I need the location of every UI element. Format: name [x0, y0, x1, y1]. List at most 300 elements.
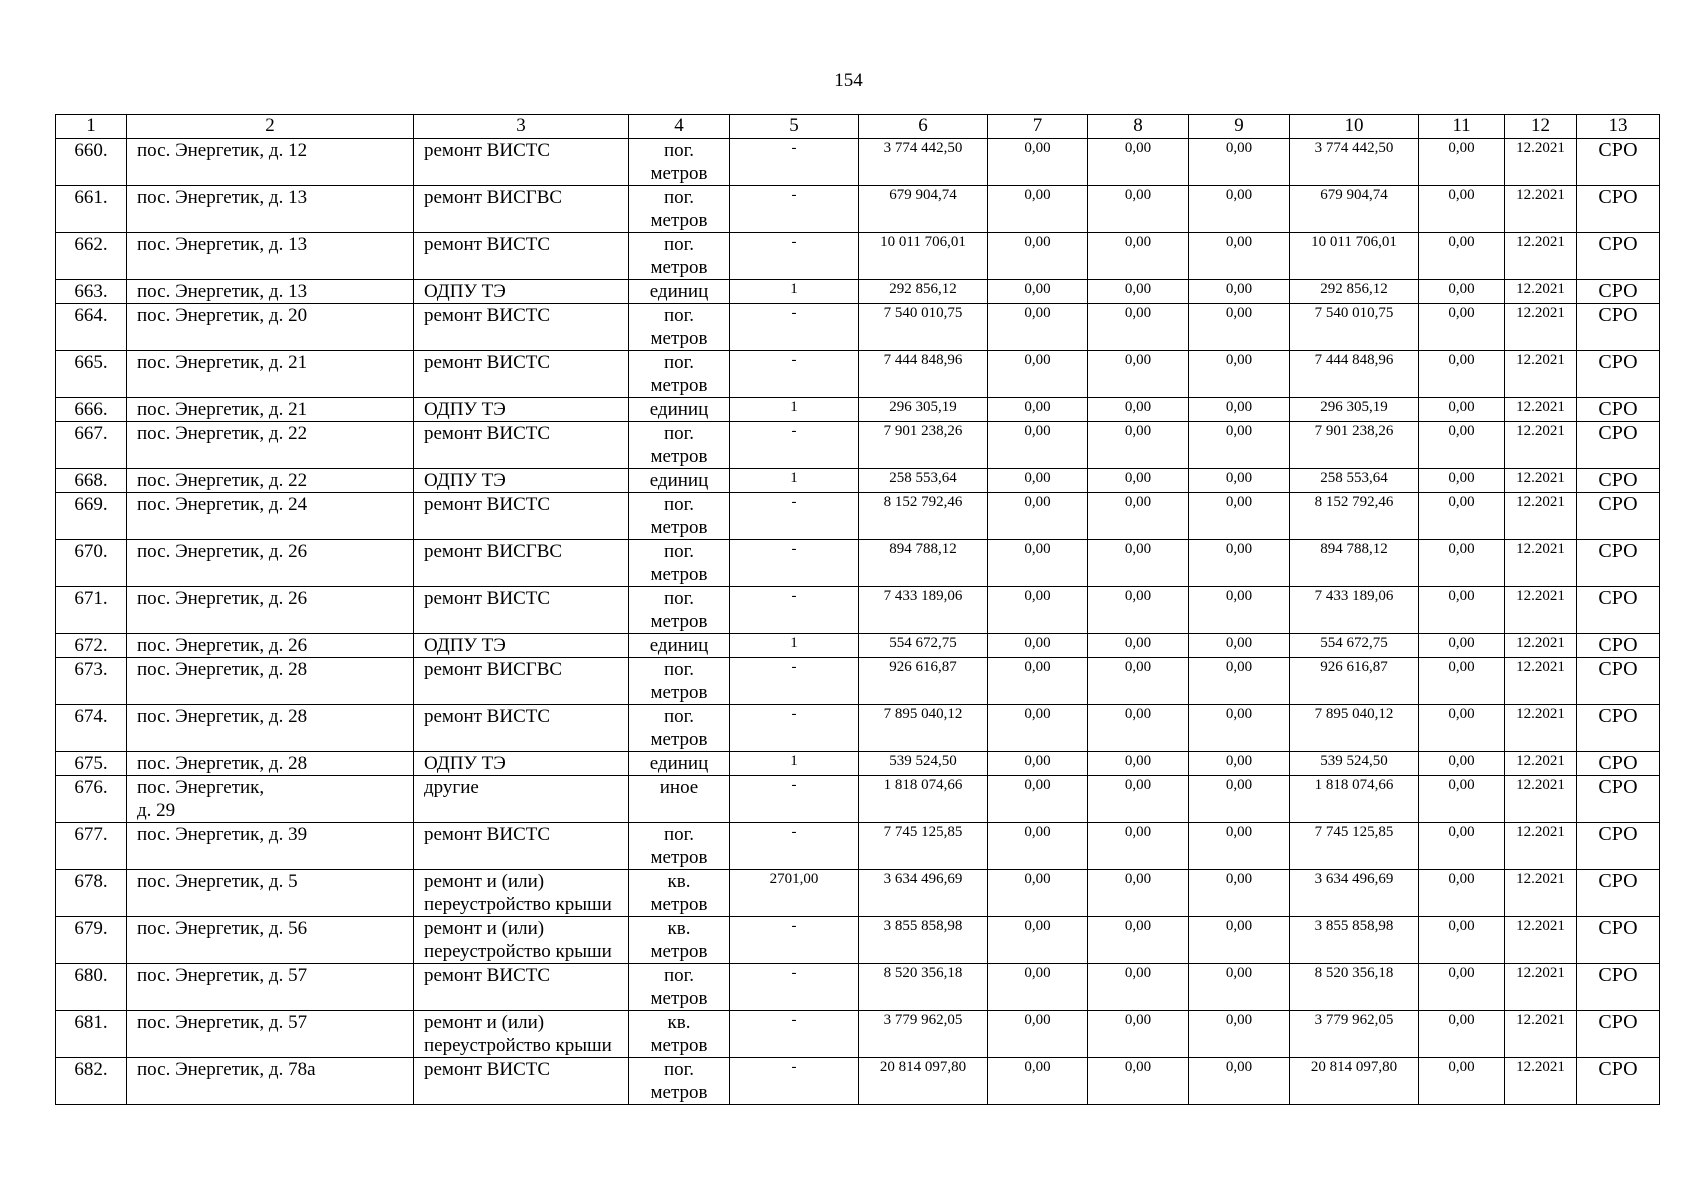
unit-line: пог.: [663, 234, 695, 255]
total-cost-cell: 3 774 442,50: [859, 139, 988, 186]
unit-cell: [629, 351, 730, 398]
total-cost-cell: 20 814 097,80: [859, 1058, 988, 1105]
quantity-cell: -: [730, 540, 859, 587]
value-cell: 0,00: [1419, 1058, 1505, 1105]
work-type-line: ремонт ВИСГВС: [424, 187, 563, 208]
total-cost-cell: 7 745 125,85: [859, 823, 988, 870]
unit-line: метров: [650, 446, 708, 467]
unit-cell: [629, 752, 730, 776]
work-type-cell: [414, 917, 629, 964]
address-line: пос. Энергетик, д. 78а: [137, 1059, 316, 1080]
work-type-line: переустройство крыши: [424, 894, 612, 915]
unit-cell: [629, 964, 730, 1011]
method-cell: СРО: [1577, 398, 1660, 422]
work-type-cell: [414, 1058, 629, 1105]
value-cell: 0,00: [988, 398, 1088, 422]
total-cost-cell: 7 901 238,26: [859, 422, 988, 469]
address-cell: [127, 280, 414, 304]
work-type-line: ремонт и (или): [424, 1012, 545, 1033]
date-cell: 12.2021: [1505, 422, 1577, 469]
unit-line: метров: [650, 988, 708, 1009]
address-cell: [127, 964, 414, 1011]
fund-cost-cell: 8 152 792,46: [1290, 493, 1419, 540]
work-type-cell: [414, 186, 629, 233]
value-cell: 0,00: [988, 139, 1088, 186]
row-number: 682.: [56, 1058, 127, 1105]
value-cell: 0,00: [1419, 469, 1505, 493]
value-cell: 0,00: [988, 233, 1088, 280]
method-cell: СРО: [1577, 540, 1660, 587]
table-row: [56, 658, 1660, 705]
address-line: пос. Энергетик, д. 56: [137, 918, 308, 939]
address-cell: [127, 752, 414, 776]
unit-line: метров: [650, 257, 708, 278]
unit-line: пог.: [663, 494, 695, 515]
unit-line: кв.: [667, 1012, 691, 1033]
quantity-cell: -: [730, 139, 859, 186]
unit-line: пог.: [663, 187, 695, 208]
unit-cell: [629, 776, 730, 823]
unit-line: метров: [650, 1035, 708, 1056]
unit-cell: [629, 280, 730, 304]
date-cell: 12.2021: [1505, 351, 1577, 398]
unit-line: метров: [650, 729, 708, 750]
column-header: 7: [988, 115, 1088, 139]
total-cost-cell: 1 818 074,66: [859, 776, 988, 823]
value-cell: 0,00: [1419, 634, 1505, 658]
value-cell: 0,00: [1189, 658, 1290, 705]
method-cell: СРО: [1577, 1058, 1660, 1105]
fund-cost-cell: 679 904,74: [1290, 186, 1419, 233]
value-cell: 0,00: [988, 186, 1088, 233]
work-type-line: ремонт ВИСГВС: [424, 659, 563, 680]
total-cost-cell: 296 305,19: [859, 398, 988, 422]
value-cell: 0,00: [1419, 540, 1505, 587]
table-row: [56, 634, 1660, 658]
work-type-cell: [414, 634, 629, 658]
quantity-cell: -: [730, 658, 859, 705]
value-cell: 0,00: [1419, 587, 1505, 634]
total-cost-cell: 7 444 848,96: [859, 351, 988, 398]
unit-line: метров: [650, 682, 708, 703]
value-cell: 0,00: [1419, 658, 1505, 705]
value-cell: 0,00: [1419, 705, 1505, 752]
unit-cell: [629, 1058, 730, 1105]
work-type-cell: [414, 752, 629, 776]
address-line: пос. Энергетик, д. 22: [137, 470, 308, 491]
total-cost-cell: 926 616,87: [859, 658, 988, 705]
work-type-line: ремонт ВИСТС: [424, 305, 551, 326]
value-cell: 0,00: [1189, 139, 1290, 186]
value-cell: 0,00: [1189, 540, 1290, 587]
fund-cost-cell: 539 524,50: [1290, 752, 1419, 776]
fund-cost-cell: 7 444 848,96: [1290, 351, 1419, 398]
method-cell: СРО: [1577, 233, 1660, 280]
table-row: [56, 917, 1660, 964]
value-cell: 0,00: [1189, 1011, 1290, 1058]
address-cell: [127, 1058, 414, 1105]
address-line: пос. Энергетик, д. 13: [137, 187, 308, 208]
fund-cost-cell: 20 814 097,80: [1290, 1058, 1419, 1105]
value-cell: 0,00: [1088, 705, 1189, 752]
unit-cell: [629, 304, 730, 351]
work-type-cell: [414, 776, 629, 823]
total-cost-cell: 3 855 858,98: [859, 917, 988, 964]
table-row: [56, 705, 1660, 752]
table-row: [56, 752, 1660, 776]
value-cell: 0,00: [1088, 469, 1189, 493]
row-number: 681.: [56, 1011, 127, 1058]
date-cell: 12.2021: [1505, 1058, 1577, 1105]
value-cell: 0,00: [1088, 493, 1189, 540]
address-cell: [127, 398, 414, 422]
register-table: [55, 114, 1660, 1105]
value-cell: 0,00: [1189, 870, 1290, 917]
row-number: 673.: [56, 658, 127, 705]
date-cell: 12.2021: [1505, 469, 1577, 493]
address-line: пос. Энергетик, д. 26: [137, 541, 308, 562]
address-cell: [127, 304, 414, 351]
value-cell: 0,00: [988, 351, 1088, 398]
value-cell: 0,00: [1088, 351, 1189, 398]
address-line: пос. Энергетик, д. 28: [137, 753, 308, 774]
quantity-cell: 1: [730, 752, 859, 776]
value-cell: 0,00: [1088, 964, 1189, 1011]
work-type-line: ремонт ВИСТС: [424, 588, 551, 609]
value-cell: 0,00: [1419, 1011, 1505, 1058]
value-cell: 0,00: [1189, 917, 1290, 964]
work-type-line: ремонт ВИСТС: [424, 1059, 551, 1080]
date-cell: 12.2021: [1505, 139, 1577, 186]
unit-line: метров: [650, 517, 708, 538]
unit-cell: [629, 398, 730, 422]
unit-line: пог.: [663, 140, 695, 161]
work-type-cell: [414, 280, 629, 304]
unit-line: единиц: [649, 281, 709, 302]
work-type-line: ремонт ВИСТС: [424, 494, 551, 515]
column-header: 2: [127, 115, 414, 139]
total-cost-cell: 292 856,12: [859, 280, 988, 304]
value-cell: 0,00: [988, 658, 1088, 705]
address-line: пос. Энергетик, д. 24: [137, 494, 308, 515]
address-line: пос. Энергетик, д. 12: [137, 140, 308, 161]
value-cell: 0,00: [1419, 870, 1505, 917]
work-type-line: ремонт ВИСТС: [424, 965, 551, 986]
column-header: 12: [1505, 115, 1577, 139]
work-type-line: ОДПУ ТЭ: [424, 399, 506, 420]
unit-cell: [629, 823, 730, 870]
address-line: пос. Энергетик, д. 22: [137, 423, 308, 444]
total-cost-cell: 7 433 189,06: [859, 587, 988, 634]
table-row: [56, 1058, 1660, 1105]
date-cell: 12.2021: [1505, 964, 1577, 1011]
quantity-cell: 1: [730, 469, 859, 493]
fund-cost-cell: 894 788,12: [1290, 540, 1419, 587]
date-cell: 12.2021: [1505, 587, 1577, 634]
table-row: [56, 469, 1660, 493]
value-cell: 0,00: [1419, 964, 1505, 1011]
method-cell: СРО: [1577, 186, 1660, 233]
value-cell: 0,00: [1088, 823, 1189, 870]
value-cell: 0,00: [1088, 422, 1189, 469]
fund-cost-cell: 10 011 706,01: [1290, 233, 1419, 280]
work-type-cell: [414, 587, 629, 634]
date-cell: 12.2021: [1505, 1011, 1577, 1058]
date-cell: 12.2021: [1505, 823, 1577, 870]
value-cell: 0,00: [988, 1011, 1088, 1058]
quantity-cell: -: [730, 587, 859, 634]
total-cost-cell: 554 672,75: [859, 634, 988, 658]
table-row: [56, 422, 1660, 469]
address-cell: [127, 634, 414, 658]
address-cell: [127, 186, 414, 233]
row-number: 665.: [56, 351, 127, 398]
row-number: 679.: [56, 917, 127, 964]
work-type-line: переустройство крыши: [424, 941, 612, 962]
total-cost-cell: 3 779 962,05: [859, 1011, 988, 1058]
unit-cell: [629, 705, 730, 752]
address-line: д. 29: [137, 800, 176, 821]
value-cell: 0,00: [988, 823, 1088, 870]
work-type-cell: [414, 469, 629, 493]
work-type-cell: [414, 351, 629, 398]
value-cell: 0,00: [1189, 422, 1290, 469]
fund-cost-cell: 3 855 858,98: [1290, 917, 1419, 964]
work-type-line: ОДПУ ТЭ: [424, 753, 506, 774]
quantity-cell: -: [730, 186, 859, 233]
value-cell: 0,00: [1088, 870, 1189, 917]
work-type-cell: [414, 705, 629, 752]
table-row: [56, 964, 1660, 1011]
unit-cell: [629, 634, 730, 658]
work-type-cell: [414, 233, 629, 280]
address-cell: [127, 233, 414, 280]
value-cell: 0,00: [1189, 752, 1290, 776]
address-cell: [127, 870, 414, 917]
column-header: 10: [1290, 115, 1419, 139]
fund-cost-cell: 7 745 125,85: [1290, 823, 1419, 870]
work-type-line: ремонт ВИСТС: [424, 234, 551, 255]
address-cell: [127, 469, 414, 493]
fund-cost-cell: 296 305,19: [1290, 398, 1419, 422]
table-row: [56, 186, 1660, 233]
method-cell: СРО: [1577, 139, 1660, 186]
date-cell: 12.2021: [1505, 280, 1577, 304]
value-cell: 0,00: [1189, 1058, 1290, 1105]
value-cell: 0,00: [1088, 304, 1189, 351]
work-type-line: ремонт ВИСГВС: [424, 541, 563, 562]
method-cell: СРО: [1577, 493, 1660, 540]
unit-line: метров: [650, 894, 708, 915]
row-number: 669.: [56, 493, 127, 540]
value-cell: 0,00: [988, 634, 1088, 658]
table-row: [56, 233, 1660, 280]
fund-cost-cell: 3 779 962,05: [1290, 1011, 1419, 1058]
method-cell: СРО: [1577, 752, 1660, 776]
quantity-cell: -: [730, 964, 859, 1011]
table-row: [56, 540, 1660, 587]
method-cell: СРО: [1577, 1011, 1660, 1058]
fund-cost-cell: 7 895 040,12: [1290, 705, 1419, 752]
unit-cell: [629, 917, 730, 964]
fund-cost-cell: 7 540 010,75: [1290, 304, 1419, 351]
table-row: [56, 351, 1660, 398]
value-cell: 0,00: [1189, 493, 1290, 540]
column-header: 8: [1088, 115, 1189, 139]
date-cell: 12.2021: [1505, 776, 1577, 823]
work-type-line: ОДПУ ТЭ: [424, 470, 506, 491]
quantity-cell: 1: [730, 280, 859, 304]
address-line: пос. Энергетик, д. 26: [137, 635, 308, 656]
address-line: пос. Энергетик, д. 21: [137, 399, 308, 420]
work-type-cell: [414, 139, 629, 186]
address-line: пос. Энергетик, д. 28: [137, 659, 308, 680]
table-row: [56, 280, 1660, 304]
quantity-cell: 2701,00: [730, 870, 859, 917]
row-number: 660.: [56, 139, 127, 186]
unit-line: пог.: [663, 352, 695, 373]
date-cell: 12.2021: [1505, 233, 1577, 280]
work-type-line: другие: [424, 777, 479, 798]
method-cell: СРО: [1577, 776, 1660, 823]
total-cost-cell: 679 904,74: [859, 186, 988, 233]
quantity-cell: -: [730, 776, 859, 823]
unit-line: пог.: [663, 1059, 695, 1080]
row-number: 662.: [56, 233, 127, 280]
total-cost-cell: 539 524,50: [859, 752, 988, 776]
value-cell: 0,00: [988, 280, 1088, 304]
column-header: 13: [1577, 115, 1660, 139]
value-cell: 0,00: [1088, 634, 1189, 658]
quantity-cell: -: [730, 1011, 859, 1058]
value-cell: 0,00: [1189, 186, 1290, 233]
value-cell: 0,00: [1088, 186, 1189, 233]
value-cell: 0,00: [988, 304, 1088, 351]
value-cell: 0,00: [988, 752, 1088, 776]
address-line: пос. Энергетик, д. 39: [137, 824, 308, 845]
address-line: пос. Энергетик, д. 13: [137, 281, 308, 302]
work-type-cell: [414, 398, 629, 422]
value-cell: 0,00: [1189, 634, 1290, 658]
method-cell: СРО: [1577, 823, 1660, 870]
unit-line: метров: [650, 210, 708, 231]
unit-line: метров: [650, 847, 708, 868]
work-type-line: ремонт ВИСТС: [424, 706, 551, 727]
value-cell: 0,00: [1419, 752, 1505, 776]
row-number: 678.: [56, 870, 127, 917]
column-header: 11: [1419, 115, 1505, 139]
work-type-cell: [414, 304, 629, 351]
date-cell: 12.2021: [1505, 634, 1577, 658]
table-row: [56, 493, 1660, 540]
value-cell: 0,00: [988, 705, 1088, 752]
table-row: [56, 823, 1660, 870]
quantity-cell: -: [730, 1058, 859, 1105]
value-cell: 0,00: [988, 469, 1088, 493]
value-cell: 0,00: [1088, 752, 1189, 776]
row-number: 664.: [56, 304, 127, 351]
quantity-cell: -: [730, 917, 859, 964]
date-cell: 12.2021: [1505, 752, 1577, 776]
quantity-cell: -: [730, 823, 859, 870]
work-type-cell: [414, 540, 629, 587]
column-header: 9: [1189, 115, 1290, 139]
value-cell: 0,00: [1189, 469, 1290, 493]
column-header: 1: [56, 115, 127, 139]
work-type-line: ремонт и (или): [424, 871, 545, 892]
unit-line: метров: [650, 1082, 708, 1103]
value-cell: 0,00: [988, 493, 1088, 540]
value-cell: 0,00: [988, 964, 1088, 1011]
unit-cell: [629, 233, 730, 280]
unit-line: пог.: [663, 423, 695, 444]
address-cell: [127, 1011, 414, 1058]
row-number: 675.: [56, 752, 127, 776]
work-type-cell: [414, 493, 629, 540]
address-line: пос. Энергетик, д. 21: [137, 352, 308, 373]
fund-cost-cell: 7 433 189,06: [1290, 587, 1419, 634]
unit-line: метров: [650, 163, 708, 184]
value-cell: 0,00: [1088, 233, 1189, 280]
date-cell: 12.2021: [1505, 917, 1577, 964]
total-cost-cell: 10 011 706,01: [859, 233, 988, 280]
unit-cell: [629, 870, 730, 917]
work-type-cell: [414, 658, 629, 705]
quantity-cell: -: [730, 422, 859, 469]
value-cell: 0,00: [988, 776, 1088, 823]
value-cell: 0,00: [988, 1058, 1088, 1105]
work-type-line: ремонт и (или): [424, 918, 545, 939]
date-cell: 12.2021: [1505, 304, 1577, 351]
work-type-line: переустройство крыши: [424, 1035, 612, 1056]
work-type-cell: [414, 870, 629, 917]
table-row: [56, 139, 1660, 186]
total-cost-cell: 7 540 010,75: [859, 304, 988, 351]
unit-cell: [629, 587, 730, 634]
value-cell: 0,00: [1189, 776, 1290, 823]
total-cost-cell: 258 553,64: [859, 469, 988, 493]
method-cell: СРО: [1577, 634, 1660, 658]
value-cell: 0,00: [1419, 351, 1505, 398]
unit-line: кв.: [667, 918, 691, 939]
work-type-cell: [414, 823, 629, 870]
total-cost-cell: 894 788,12: [859, 540, 988, 587]
address-line: пос. Энергетик, д. 5: [137, 871, 298, 892]
address-line: пос. Энергетик, д. 26: [137, 588, 308, 609]
fund-cost-cell: 1 818 074,66: [1290, 776, 1419, 823]
row-number: 668.: [56, 469, 127, 493]
value-cell: 0,00: [1419, 493, 1505, 540]
table-row: [56, 1011, 1660, 1058]
method-cell: СРО: [1577, 917, 1660, 964]
row-number: 674.: [56, 705, 127, 752]
fund-cost-cell: 7 901 238,26: [1290, 422, 1419, 469]
unit-cell: [629, 469, 730, 493]
address-line: пос. Энергетик, д. 20: [137, 305, 308, 326]
value-cell: 0,00: [1419, 398, 1505, 422]
value-cell: 0,00: [1419, 139, 1505, 186]
method-cell: СРО: [1577, 658, 1660, 705]
row-number: 661.: [56, 186, 127, 233]
unit-line: кв.: [667, 871, 691, 892]
fund-cost-cell: 8 520 356,18: [1290, 964, 1419, 1011]
row-number: 676.: [56, 776, 127, 823]
value-cell: 0,00: [1088, 1058, 1189, 1105]
date-cell: 12.2021: [1505, 186, 1577, 233]
value-cell: 0,00: [1189, 398, 1290, 422]
row-number: 663.: [56, 280, 127, 304]
value-cell: 0,00: [1189, 705, 1290, 752]
